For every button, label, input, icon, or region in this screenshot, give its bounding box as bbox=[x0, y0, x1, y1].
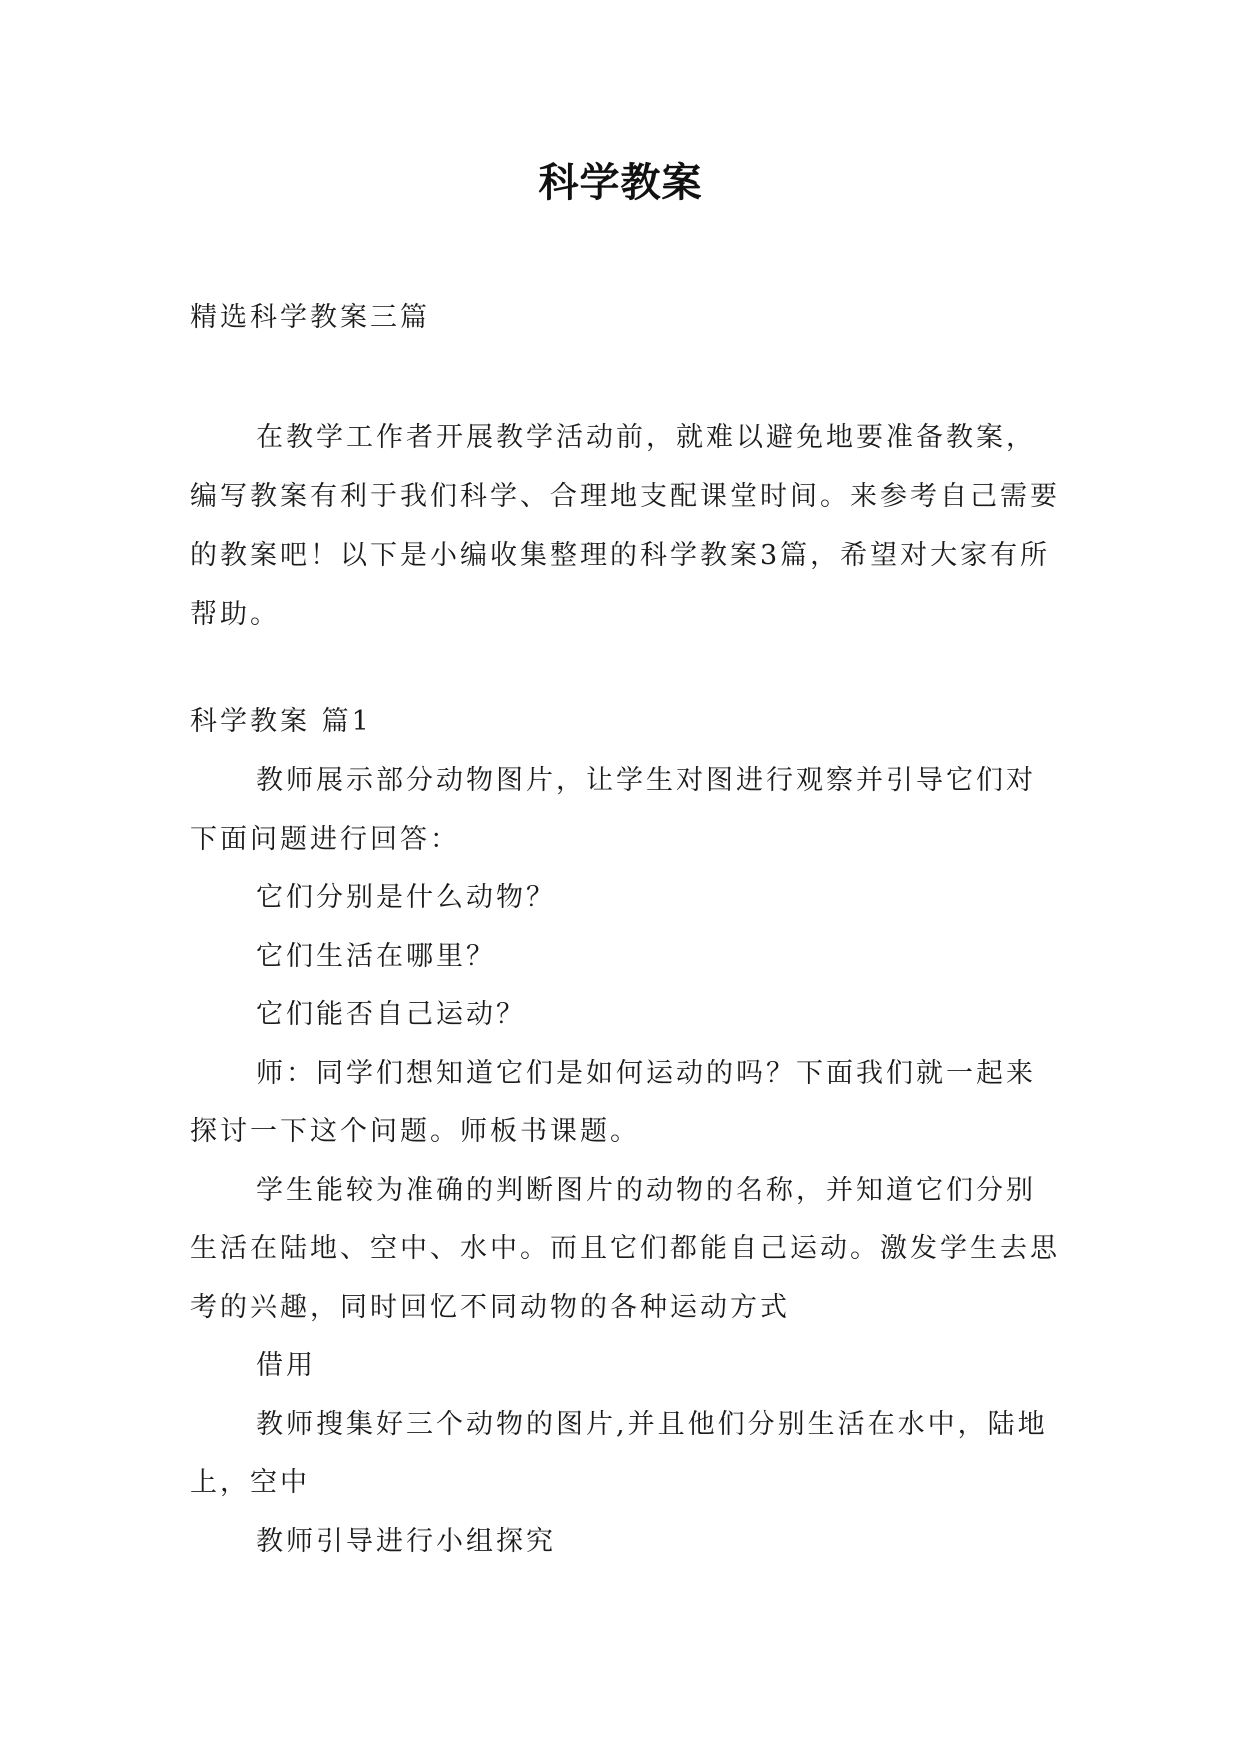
paragraph-9: 教师引导进行小组探究 bbox=[256, 1525, 556, 1557]
paragraph-1: 教师展示部分动物图片，让学生对图进行观察并引导它们对下面问题进行回答： bbox=[190, 765, 1036, 855]
paragraph-5: 师：同学们想知道它们是如何运动的吗？下面我们就一起来探讨一下这个问题。师板书课题。 bbox=[190, 1057, 1036, 1147]
section-heading: 科学教案 篇1 bbox=[190, 706, 372, 737]
document-subtitle: 精选科学教案三篇 bbox=[190, 302, 430, 333]
paragraph-2: 它们分别是什么动物？ bbox=[256, 882, 556, 913]
paragraph-3: 它们生活在哪里？ bbox=[256, 940, 496, 972]
paragraph-7: 借用 bbox=[256, 1350, 316, 1381]
paragraph-4: 它们能否自己运动？ bbox=[256, 999, 526, 1030]
paragraph-8: 教师搜集好三个动物的图片,并且他们分别生活在水中，陆地上，空中 bbox=[190, 1408, 1048, 1498]
paragraph-6: 学生能较为准确的判断图片的动物的名称，并知道它们分别生活在陆地、空中、水中。而且它们都能自己运动。激发学生去思考的兴趣，同时回忆不同动物的各种运动方式 bbox=[190, 1174, 1060, 1323]
document-title: 科学教案 bbox=[538, 160, 703, 206]
section-body bbox=[190, 752, 1060, 1571]
intro-paragraph: 在教学工作者开展教学活动前，就难以避免地要准备教案，编写教案有利于我们科学、合理地支配课堂时间。来参考自己需要的教案吧！以下是小编收集整理的科学教案3篇，希望对大家有所帮助。 bbox=[190, 422, 1060, 630]
